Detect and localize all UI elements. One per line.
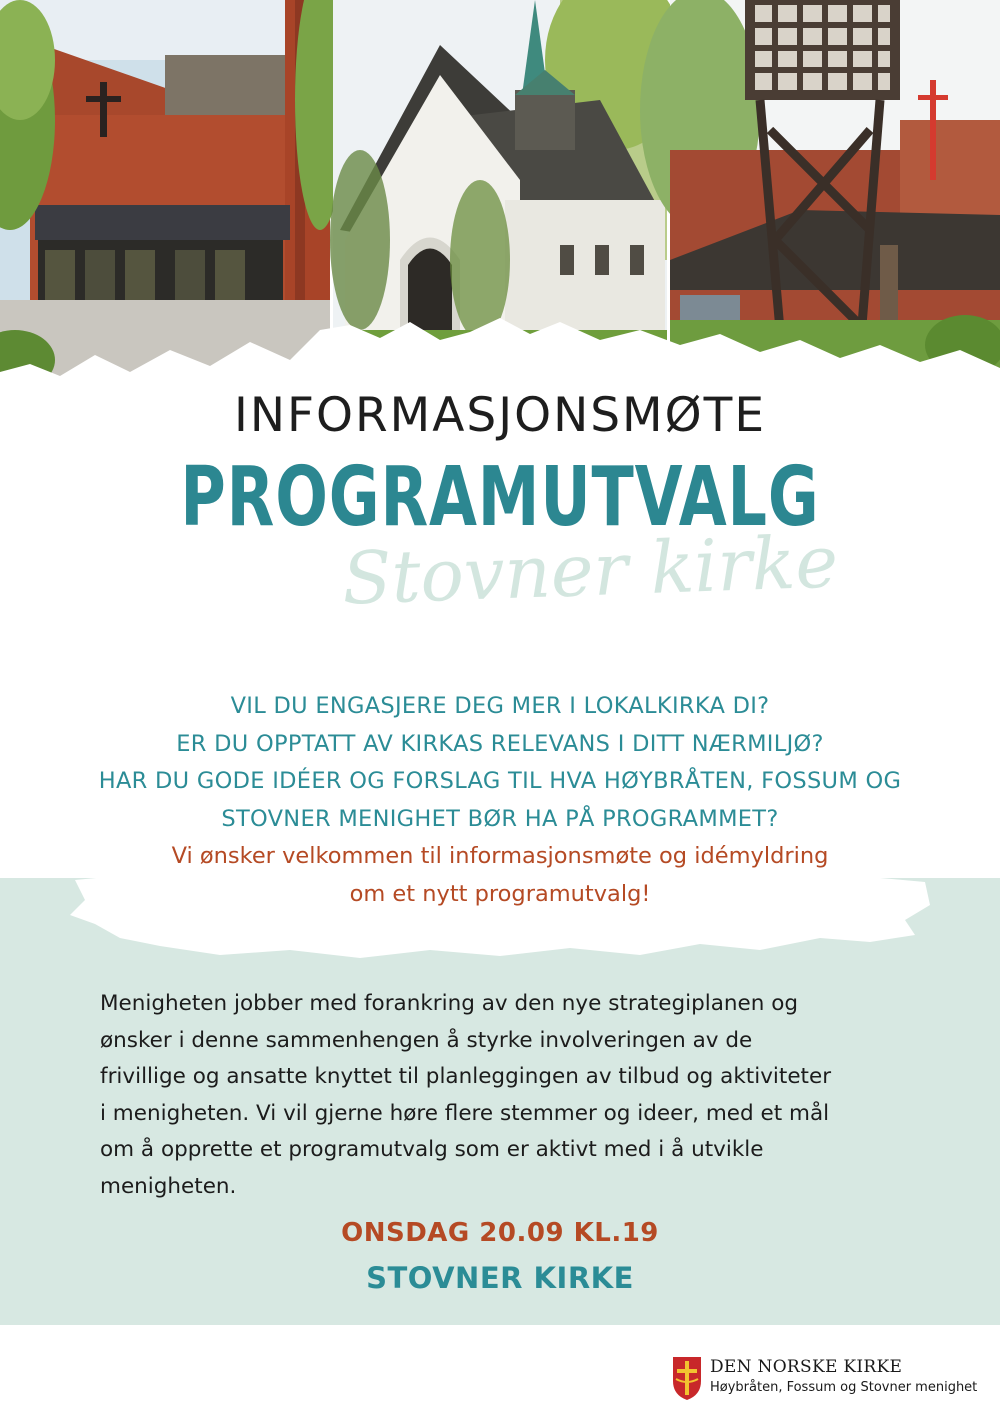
- invitation-line: Vi ønsker velkommen til informasjonsmøte og idémyldring: [171, 843, 829, 869]
- question-line: HAR DU GODE IDÉER OG FORSLAG TIL HVA HØYBRÅTEN, FOSSUM OG: [98, 768, 902, 794]
- body-paragraph: [100, 986, 910, 1205]
- body-line: menigheten.: [100, 1173, 237, 1199]
- invitation-line: om et nytt programutvalg!: [349, 880, 651, 907]
- body-line: Menigheten jobber med forankring av den nye strategiplanen og: [100, 991, 799, 1016]
- event-venue: STOVNER KIRKE: [366, 1261, 634, 1295]
- headline-informasjonsmote: INFORMASJONSMØTE: [233, 388, 767, 443]
- parish-name: Høybråten, Fossum og Stovner menighet: [710, 1380, 978, 1395]
- body-line: om å opprette et programutvalg som er aktivt med i å utvikle: [100, 1137, 764, 1162]
- question-line: STOVNER MENIGHET BØR HA PÅ PROGRAMMET?: [221, 805, 779, 832]
- den-norske-kirke-logo: [672, 1355, 992, 1403]
- question-line: VIL DU ENGASJERE DEG MER I LOKALKIRKA DI?: [230, 693, 770, 719]
- body-line: frivillige og ansatte knyttet til planleggingen av tilbud og aktiviteter: [100, 1064, 832, 1089]
- body-line: ønsker i denne sammenhengen å styrke involveringen av de: [100, 1027, 753, 1053]
- headline-programutvalg: PROGRAMUTVALG: [180, 450, 820, 545]
- event-date: ONSDAG 20.09 KL.19: [341, 1218, 659, 1248]
- torn-paper-edge: [0, 0, 1000, 430]
- body-line: i menigheten. Vi vil gjerne høre flere stemmer og ideer, med et mål: [100, 1100, 830, 1126]
- script-stovner-kirke: Stovner kirke: [340, 519, 840, 621]
- org-name: DEN NORSKE KIRKE: [710, 1357, 903, 1377]
- question-line: ER DU OPPTATT AV KIRKAS RELEVANS I DITT NÆRMILJØ?: [176, 730, 824, 757]
- intro-questions: [0, 688, 1000, 913]
- church-shield-icon: [672, 1355, 702, 1401]
